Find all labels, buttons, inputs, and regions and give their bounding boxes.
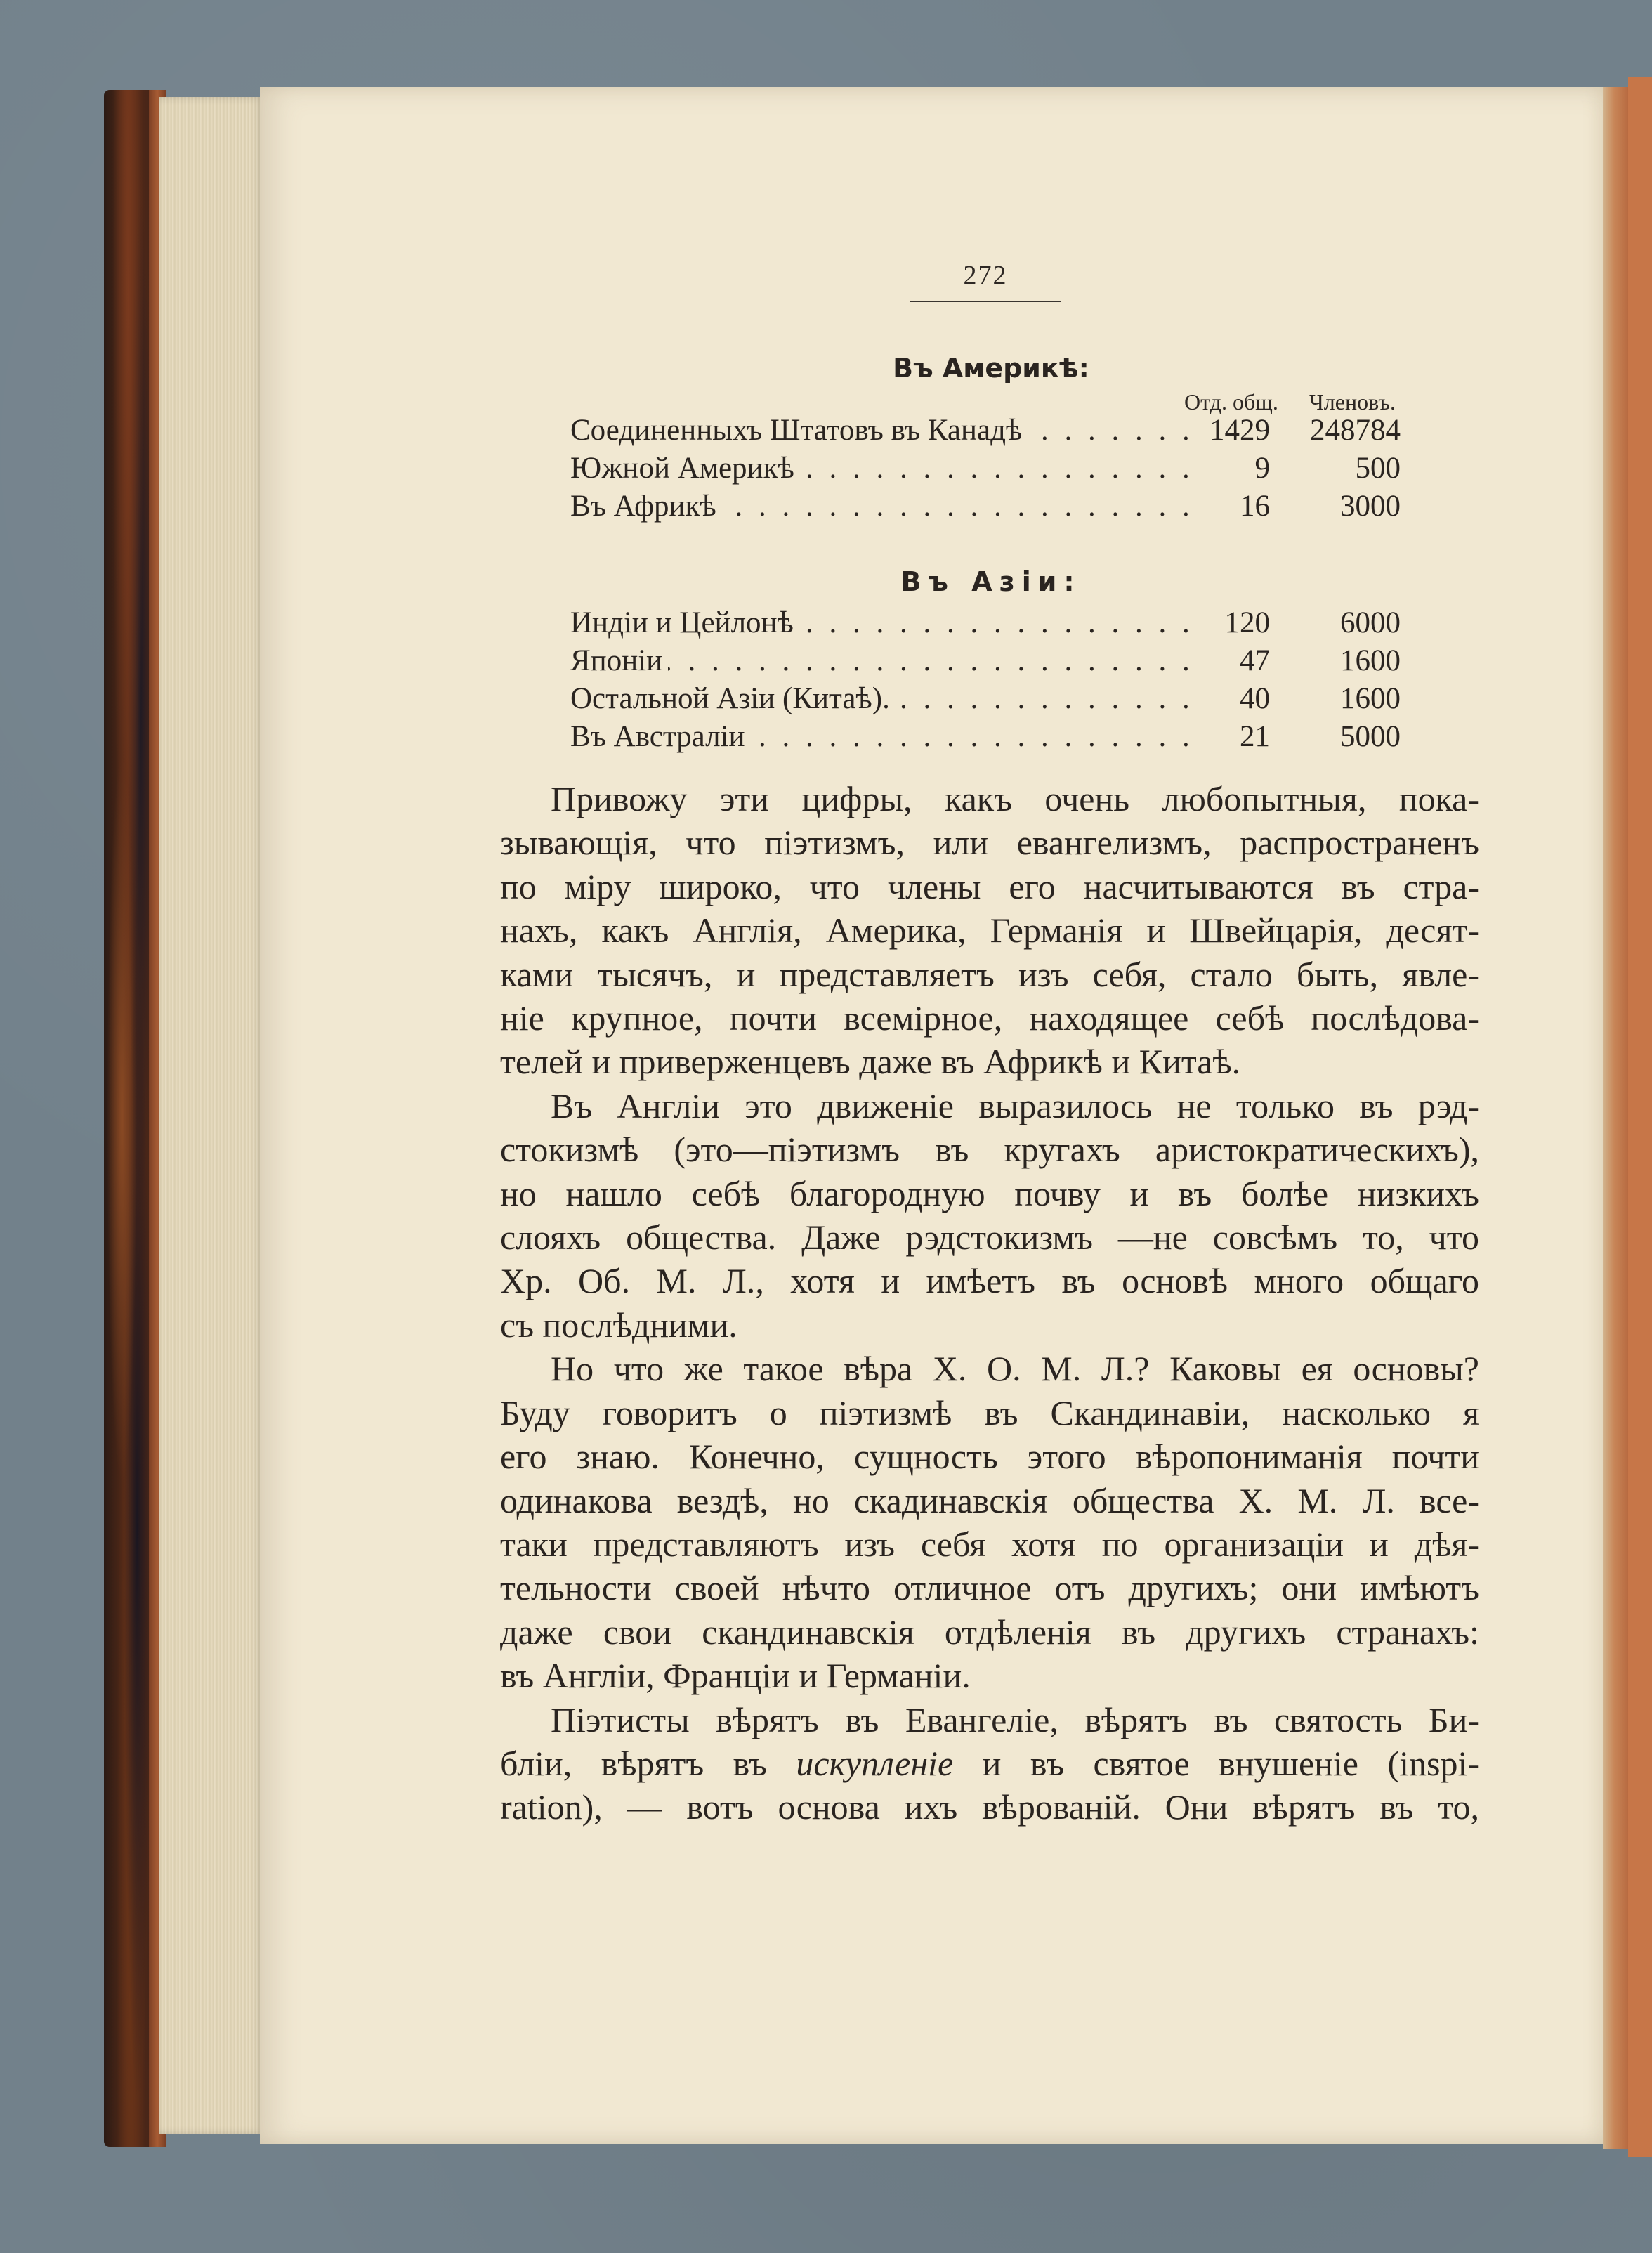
row-members: 6000 <box>1340 606 1401 639</box>
page-stack <box>159 97 264 2134</box>
text-line: Привожу эти цифры, какъ очень любопытныя, пока- <box>551 779 1479 818</box>
table-row <box>570 644 1401 681</box>
text-line: Буду говоритъ о піэтизмѣ въ Скандинавіи, насколько я <box>500 1392 1479 1432</box>
table-row <box>570 413 1401 451</box>
col-header-members: Членовъ. <box>1309 389 1396 414</box>
text-line: одинакова вездѣ, но скадинавскія общества Х. М. Л. все- <box>500 1480 1479 1520</box>
text-line: ніе крупное, почти всемірное, находящее себѣ послѣдова- <box>500 998 1479 1038</box>
facing-page-edge <box>1603 87 1631 2149</box>
row-label: Южной Америкѣ <box>570 452 800 485</box>
text-segment: бліи, вѣрятъ въ <box>500 1743 796 1783</box>
row-branches: 1429 <box>1210 414 1270 447</box>
row-label: Индіи и Цейлонѣ <box>570 606 799 639</box>
text-line: стокизмѣ (это—піэтизмъ въ кругахъ аристократическихъ), <box>500 1130 1479 1170</box>
text-line: его знаю. Конечно, сущность этого вѣропониманія почти <box>500 1437 1479 1477</box>
text-line: въ Англіи, Франціи и Германіи. <box>500 1656 971 1696</box>
table-row <box>570 681 1401 719</box>
text-line: ration), — вотъ основа ихъ вѣрованій. Они вѣрятъ въ то, <box>500 1787 1479 1827</box>
text-line: тельности своей нѣчто отличное отъ другихъ; они имѣютъ <box>500 1568 1479 1608</box>
row-members: 1600 <box>1340 682 1401 715</box>
heading-america: Въ Америкѣ: <box>893 353 1089 384</box>
text-line: но нашло себѣ благородную почву и въ болѣе низкихъ <box>500 1173 1479 1213</box>
row-label: Японіи <box>570 644 668 677</box>
text-line: телей и приверженцевъ даже въ Африкѣ и Китаѣ. <box>500 1042 1241 1082</box>
row-branches: 47 <box>1240 644 1270 677</box>
text-line: Піэтисты вѣрятъ въ Евангеліе, вѣрятъ въ святость Би- <box>551 1699 1479 1739</box>
italic-term: искупленіе <box>796 1743 954 1783</box>
row-branches: 16 <box>1240 490 1270 523</box>
row-branches: 21 <box>1240 720 1270 753</box>
row-members: 5000 <box>1340 720 1401 753</box>
table-row <box>570 489 1401 527</box>
right-cover <box>1628 77 1652 2157</box>
paragraph-3 <box>500 1347 1479 1697</box>
column-headers <box>1184 389 1423 415</box>
text-line: ками тысячъ, и представляетъ изъ себя, стало быть, явле- <box>500 954 1479 994</box>
paragraph-1 <box>500 777 1479 1084</box>
text-line: таки представляютъ изъ себя хотя по организаціи и дѣя- <box>500 1524 1479 1564</box>
row-label: Соединенныхъ Штатовъ въ Канадѣ <box>570 414 1028 447</box>
row-members: 500 <box>1355 452 1401 485</box>
row-label: Въ Австраліи <box>570 720 751 753</box>
text-line: Но что же такое вѣра Х. О. М. Л.? Каковы ея основы? <box>551 1349 1479 1389</box>
text-line <box>500 1742 1479 1785</box>
row-branches: 40 <box>1240 682 1270 715</box>
table-row <box>570 719 1401 757</box>
page-number: 272 <box>963 261 1008 290</box>
text-line: зывающія, что піэтизмъ, или евангелизмъ, распространенъ <box>500 823 1479 863</box>
row-branches: 9 <box>1254 452 1270 485</box>
table-row <box>570 606 1401 644</box>
text-line: Хр. Об. М. Л., хотя и имѣетъ въ основѣ много общаго <box>500 1261 1479 1301</box>
paragraph-2 <box>500 1084 1479 1347</box>
table-row <box>570 451 1401 489</box>
col-header-branches: Отд. общ. <box>1184 389 1278 414</box>
body-text <box>500 777 1479 1829</box>
row-branches: 120 <box>1224 606 1270 639</box>
heading-asia: Въ Азіи: <box>900 566 1082 597</box>
row-members: 248784 <box>1310 414 1401 447</box>
text-line: слояхъ общества. Даже рэдстокизмъ —не совсѣмъ то, что <box>500 1217 1479 1258</box>
row-members: 1600 <box>1340 644 1401 677</box>
paragraph-4 <box>500 1698 1479 1829</box>
row-label: Остальной Азіи (Китаѣ). <box>570 682 896 715</box>
row-members: 3000 <box>1340 490 1401 523</box>
text-line: даже свои скандинавскія отдѣленія въ другихъ странахъ: <box>500 1612 1479 1652</box>
text-line: съ послѣдними. <box>500 1305 738 1345</box>
text-segment: и въ святое внушеніе (inspi- <box>953 1743 1479 1783</box>
text-line: по міру широко, что члены его насчитываются въ стра- <box>500 866 1479 906</box>
text-line: Въ Англіи это движеніе выразилось не только въ рэд- <box>551 1085 1479 1125</box>
page-number-rule <box>910 301 1061 302</box>
text-line: нахъ, какъ Англія, Америка, Германія и Швейцарія, десят- <box>500 910 1479 951</box>
row-label: Въ Африкѣ <box>570 490 722 523</box>
